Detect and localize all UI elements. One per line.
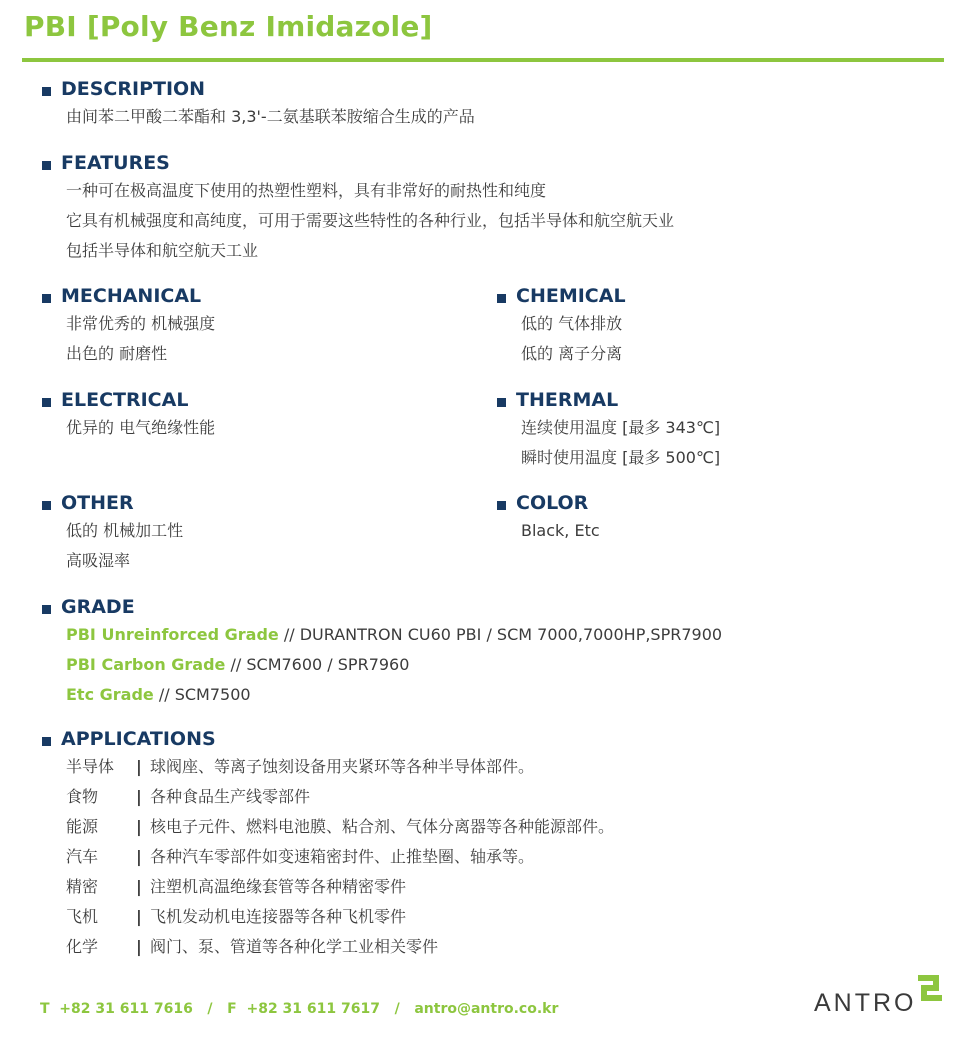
application-text: 注塑机高温绝缘套管等各种精密零件 [150,877,407,896]
application-row [42,902,614,932]
mechanical-line: 非常优秀的 机械强度 [66,314,216,333]
application-row [42,782,614,812]
grade-detail: // SCM7500 [153,685,251,704]
grade-heading: GRADE [42,594,722,620]
logo-text: ANTRO [814,989,917,1017]
application-category: 汽车 [66,847,99,866]
grade-row [42,680,722,710]
square-bullet-icon [42,737,51,746]
antro-logo [814,974,944,1022]
application-text: 阀门、泵、管道等各种化学工业相关零件 [150,937,439,956]
chemical-section [497,283,626,369]
description-line: 由间苯二甲酸二苯酯和 3,3'-二氨基联苯胺缩合生成的产品 [66,107,475,126]
grade-section [42,594,722,710]
other-heading: OTHER [42,490,183,516]
application-category: 能源 [66,817,99,836]
other-section [42,490,183,576]
application-row [42,812,614,842]
application-text: 各种汽车零部件如变速箱密封件、止推垫圈、轴承等。 [150,847,535,866]
other-line: 高吸湿率 [66,551,131,570]
chemical-line: 低的 气体排放 [521,314,623,333]
features-line: 它具有机械强度和高纯度，可用于需要这些特性的各种行业，包括半导体和航空航天业 [66,211,675,230]
square-bullet-icon [497,398,506,407]
features-heading: FEATURES [42,150,674,176]
features-section [42,150,674,266]
thermal-section [497,387,720,473]
application-row [42,932,614,962]
page-title: PBI [Poly Benz Imidazole] [24,10,433,43]
square-bullet-icon [42,294,51,303]
grade-detail: // DURANTRON CU60 PBI / SCM 7000,7000HP,SPR7900 [278,625,723,644]
square-bullet-icon [42,161,51,170]
application-text: 各种食品生产线零部件 [150,787,311,806]
square-bullet-icon [42,501,51,510]
grade-row [42,650,722,680]
color-section [497,490,600,546]
thermal-line: 连续使用温度 [最多 343℃] [521,418,721,437]
application-category: 精密 [66,877,99,896]
application-category: 飞机 [66,907,99,926]
thermal-heading: THERMAL [497,387,720,413]
application-text: 球阀座、等离子蚀刻设备用夹紧环等各种半导体部件。 [150,757,535,776]
application-separator: | [136,847,142,866]
square-bullet-icon [42,605,51,614]
application-text: 核电子元件、燃料电池膜、粘合剂、气体分离器等各种能源部件。 [150,817,615,836]
thermal-line: 瞬时使用温度 [最多 500℃] [521,448,721,467]
color-line: Black, Etc [521,521,600,540]
application-separator: | [136,757,142,776]
logo-mark-icon [914,974,946,1008]
title-divider [22,58,944,62]
other-line: 低的 机械加工性 [66,521,184,540]
electrical-line: 优异的 电气绝缘性能 [66,418,216,437]
grade-name: Etc Grade [66,685,154,704]
application-separator: | [136,937,142,956]
grade-row [42,620,722,650]
electrical-heading: ELECTRICAL [42,387,215,413]
square-bullet-icon [42,398,51,407]
square-bullet-icon [497,294,506,303]
grade-name: PBI Unreinforced Grade [66,625,279,644]
application-category: 半导体 [66,757,115,776]
chemical-line: 低的 离子分离 [521,344,623,363]
application-category: 食物 [66,787,99,806]
electrical-section [42,387,215,443]
features-line: 包括半导体和航空航天工业 [66,241,259,260]
grade-name: PBI Carbon Grade [66,655,226,674]
mechanical-section [42,283,215,369]
application-row [42,752,614,782]
application-separator: | [136,907,142,926]
mechanical-heading: MECHANICAL [42,283,215,309]
application-separator: | [136,787,142,806]
application-row [42,872,614,902]
square-bullet-icon [42,87,51,96]
color-heading: COLOR [497,490,600,516]
mechanical-line: 出色的 耐磨性 [66,344,168,363]
description-section [42,76,475,132]
application-row [42,842,614,872]
description-heading: DESCRIPTION [42,76,475,102]
applications-section [42,726,614,962]
application-separator: | [136,877,142,896]
chemical-heading: CHEMICAL [497,283,626,309]
application-text: 飞机发动机电连接器等各种飞机零件 [150,907,407,926]
application-separator: | [136,817,142,836]
square-bullet-icon [497,501,506,510]
footer-contact: T +82 31 611 7616 / F +82 31 611 7617 / antro@antro.co.kr [40,1001,559,1017]
grade-detail: // SCM7600 / SPR7960 [225,655,410,674]
features-line: 一种可在极高温度下使用的热塑性塑料，具有非常好的耐热性和纯度 [66,181,547,200]
application-category: 化学 [66,937,99,956]
applications-heading: APPLICATIONS [42,726,614,752]
